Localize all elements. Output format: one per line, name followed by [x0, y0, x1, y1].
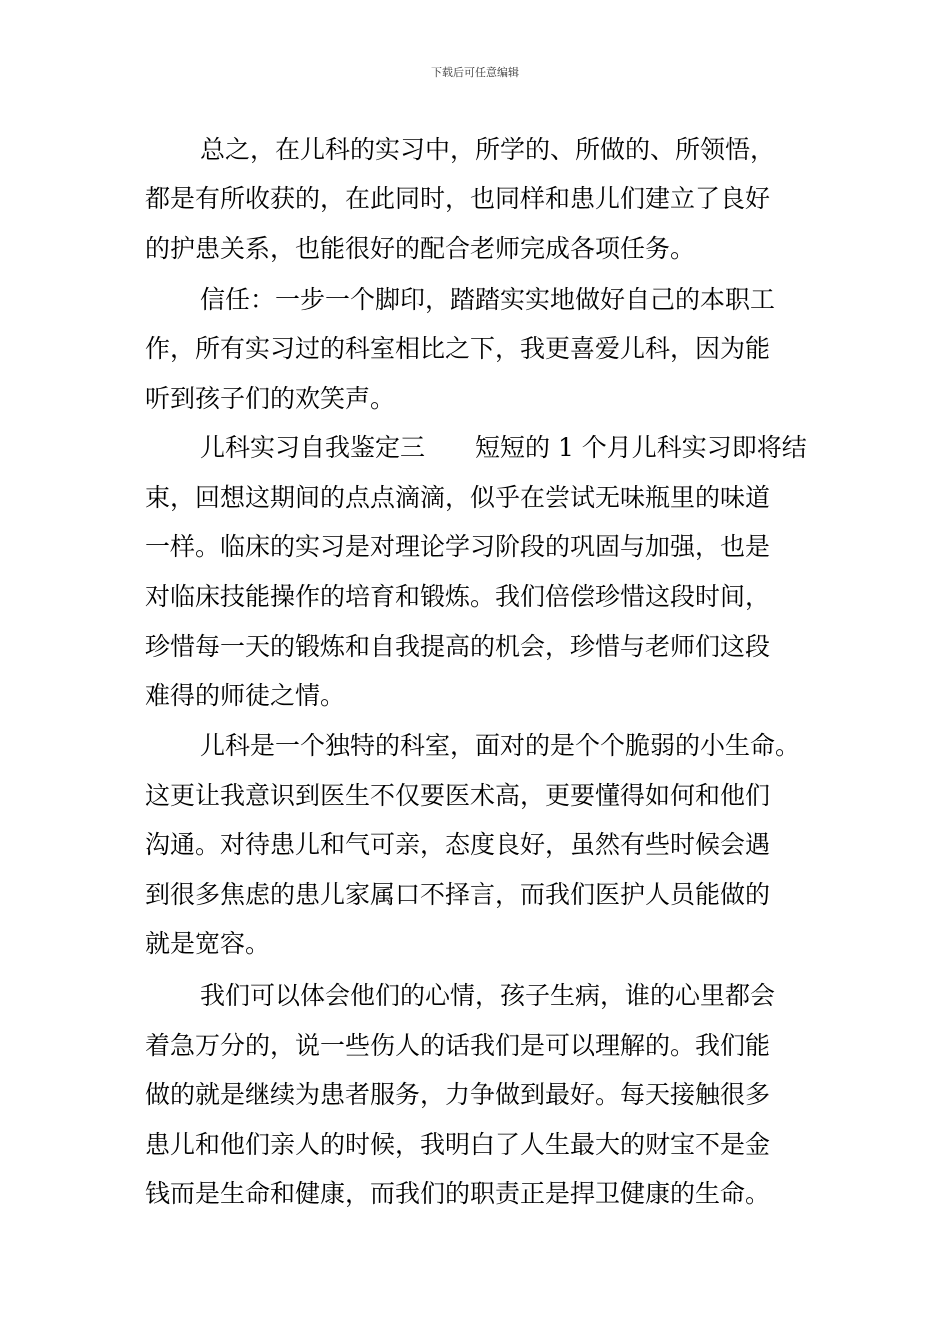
text-line: 到很多焦虑的患儿家属口不择言，而我们医护人员能做的 [145, 880, 771, 909]
text-line: 听到孩子们的欢笑声。 [145, 384, 396, 413]
text-line: 珍惜每一天的锻炼和自我提高的机会，珍惜与老师们这段 [145, 632, 771, 661]
text-line: 沟通。对待患儿和气可亲，态度良好，虽然有些时候会遇 [145, 830, 771, 859]
text-line: 就是宽容。 [145, 929, 271, 958]
text-line: 做的就是继续为患者服务，力争做到最好。每天接触很多 [145, 1080, 771, 1109]
text-line: 着急万分的，说一些伤人的话我们是可以理解的。我们能 [145, 1031, 771, 1060]
text-line: 儿科是一个独特的科室，面对的是个个脆弱的小生命。 [200, 731, 801, 760]
text-line: 总之，在儿科的实习中，所学的、所做的、所领悟， [200, 135, 776, 164]
page-header: 下载后可任意编辑 [431, 66, 519, 79]
section-heading: 儿科实习自我鉴定三 [200, 433, 426, 462]
text-line: 我们可以体会他们的心情，孩子生病，谁的心里都会 [200, 981, 776, 1010]
text-line: 束，回想这期间的点点滴滴，似乎在尝试无味瓶里的味道 [145, 483, 771, 512]
text-line: 短短的 1 个月儿科实习即将结 [475, 433, 807, 462]
text-line: 钱而是生命和健康，而我们的职责正是捍卫健康的生命。 [145, 1179, 771, 1208]
text-line: 难得的师徒之情。 [145, 681, 346, 710]
text-line: 信任：一步一个脚印，踏踏实实地做好自己的本职工 [200, 285, 776, 314]
text-line: 一样。临床的实习是对理论学习阶段的巩固与加强，也是 [145, 532, 771, 561]
text-line: 的护患关系，也能很好的配合老师完成各项任务。 [145, 234, 696, 263]
text-line: 都是有所收获的，在此同时，也同样和患儿们建立了良好 [145, 184, 771, 213]
text-line: 这更让我意识到医生不仅要医术高，更要懂得如何和他们 [145, 781, 771, 810]
text-line: 作，所有实习过的科室相比之下，我更喜爱儿科，因为能 [145, 334, 771, 363]
text-line: 患儿和他们亲人的时候，我明白了人生最大的财宝不是金 [145, 1130, 771, 1159]
text-line: 对临床技能操作的培育和锻炼。我们倍偿珍惜这段时间， [145, 582, 771, 611]
